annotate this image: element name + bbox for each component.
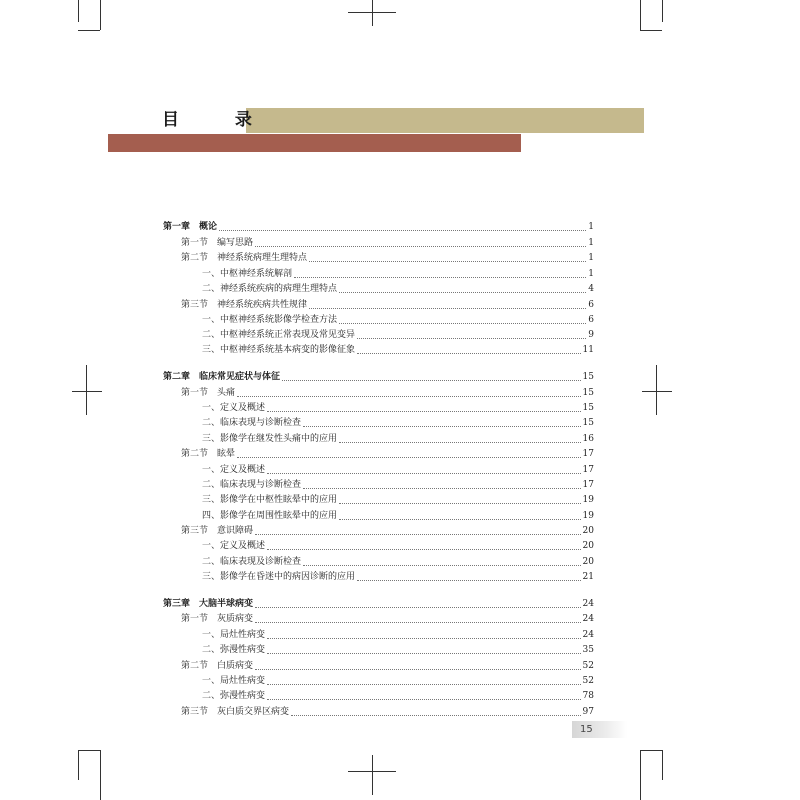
toc-entry-label: 一、定义及概述: [202, 541, 266, 551]
toc-entry-label: 二、临床表现与诊断检查: [202, 480, 302, 490]
toc-entry-page: 1: [588, 222, 594, 232]
toc-chapter[interactable]: [163, 368, 594, 383]
toc-entry-page: 17: [582, 465, 594, 475]
toc-entry-label: 一、局灶性病变: [202, 676, 266, 686]
toc-entry-label: 第一节 编写思路: [181, 238, 254, 248]
toc-entry-label: 一、中枢神经系统解剖: [202, 269, 293, 279]
toc-entry-label: 二、中枢神经系统正常表现及常见变异: [202, 330, 356, 340]
toc-leader-dots: [303, 488, 581, 489]
toc-entry-label: 第三节 灰白质交界区病变: [181, 707, 290, 717]
toc-subsection[interactable]: [163, 476, 594, 491]
toc-leader-dots: [267, 549, 581, 550]
toc-entry-label: 一、定义及概述: [202, 403, 266, 413]
toc-entry-label: 三、影像学在继发性头痛中的应用: [202, 434, 338, 444]
toc-leader-dots: [339, 503, 581, 504]
toc-subsection[interactable]: [163, 626, 594, 641]
toc-subsection[interactable]: [163, 341, 594, 356]
toc-entry-label: 第二节 白质病变: [181, 661, 254, 671]
toc-entry-label: 第二节 神经系统病理生理特点: [181, 253, 308, 263]
toc-section[interactable]: [163, 384, 594, 399]
toc-subsection[interactable]: [163, 461, 594, 476]
toc-entry-page: 15: [582, 418, 594, 428]
toc-leader-dots: [237, 457, 581, 458]
toc-leader-dots: [339, 323, 586, 324]
toc-subsection[interactable]: [163, 568, 594, 583]
toc-leader-dots: [357, 353, 581, 354]
toc-entry-page: 20: [582, 541, 594, 551]
toc-entry-label: 二、临床表现与诊断检查: [202, 418, 302, 428]
toc-subsection[interactable]: [163, 280, 594, 295]
toc-leader-dots: [339, 519, 581, 520]
toc-leader-dots: [303, 565, 581, 566]
toc-leader-dots: [291, 715, 581, 716]
toc-subsection[interactable]: [163, 537, 594, 552]
toc-entry-label: 三、中枢神经系统基本病变的影像征象: [202, 345, 356, 355]
toc-leader-dots: [267, 653, 581, 654]
toc-entry-page: 20: [582, 526, 594, 536]
page-number: 15: [580, 724, 593, 735]
toc-entry-page: 78: [582, 691, 594, 701]
toc-section[interactable]: [163, 703, 594, 718]
toc-leader-dots: [267, 473, 581, 474]
toc-entry-label: 二、神经系统疾病的病理生理特点: [202, 284, 338, 294]
toc-entry-page: 52: [582, 676, 594, 686]
toc-chapter[interactable]: [163, 595, 594, 610]
toc-entry-label: 二、弥漫性病变: [202, 645, 266, 655]
toc-subsection[interactable]: [163, 507, 594, 522]
toc-entry-page: 11: [582, 345, 594, 355]
toc-section[interactable]: [163, 296, 594, 311]
toc-entry-label: 第二节 眩晕: [181, 449, 236, 459]
toc-leader-dots: [339, 292, 586, 293]
toc-leader-dots: [255, 622, 581, 623]
toc-subsection[interactable]: [163, 399, 594, 414]
toc-entry-label: 第一节 灰质病变: [181, 614, 254, 624]
toc-entry-label: 二、临床表现及诊断检查: [202, 557, 302, 567]
toc-subsection[interactable]: [163, 414, 594, 429]
toc-entry-label: 第一章 概论: [163, 222, 218, 232]
toc-leader-dots: [303, 426, 581, 427]
toc-leader-dots: [357, 338, 586, 339]
toc-subsection[interactable]: [163, 311, 594, 326]
page-title: 目 录: [162, 110, 277, 130]
toc-leader-dots: [237, 396, 581, 397]
toc-leader-dots: [255, 669, 581, 670]
toc-leader-dots: [219, 230, 586, 231]
toc-leader-dots: [267, 411, 581, 412]
toc-section[interactable]: [163, 522, 594, 537]
toc-subsection[interactable]: [163, 265, 594, 280]
toc-entry-page: 4: [588, 284, 594, 294]
toc-chapter[interactable]: [163, 218, 594, 233]
toc-entry-page: 24: [582, 599, 594, 609]
toc-section[interactable]: [163, 445, 594, 460]
toc-entry-label: 二、弥漫性病变: [202, 691, 266, 701]
toc-entry-page: 1: [588, 269, 594, 279]
toc-leader-dots: [267, 638, 581, 639]
toc-entry-page: 15: [582, 388, 594, 398]
toc-entry-page: 24: [582, 630, 594, 640]
toc-entry-page: 52: [582, 661, 594, 671]
toc-leader-dots: [309, 308, 586, 309]
toc-entry-page: 17: [582, 480, 594, 490]
toc-entry-label: 三、影像学在中枢性眩晕中的应用: [202, 495, 338, 505]
toc-leader-dots: [267, 684, 581, 685]
toc-subsection[interactable]: [163, 326, 594, 341]
toc-entry-label: 三、影像学在昏迷中的病因诊断的应用: [202, 572, 356, 582]
toc-section[interactable]: [163, 610, 594, 625]
toc-entry-page: 15: [582, 372, 594, 382]
toc-entry-page: 20: [582, 557, 594, 567]
toc-entry-label: 第三节 意识障碍: [181, 526, 254, 536]
toc-entry-page: 35: [582, 645, 594, 655]
toc-leader-dots: [339, 442, 581, 443]
toc-entry-page: 1: [588, 238, 594, 248]
toc-entry-page: 17: [582, 449, 594, 459]
toc-entry-label: 一、定义及概述: [202, 465, 266, 475]
toc-entry-label: 一、局灶性病变: [202, 630, 266, 640]
toc-entry-page: 19: [582, 495, 594, 505]
toc-section[interactable]: [163, 657, 594, 672]
toc-entry-page: 19: [582, 511, 594, 521]
toc-leader-dots: [294, 277, 586, 278]
toc-leader-dots: [357, 580, 581, 581]
toc-entry-page: 97: [582, 707, 594, 717]
toc-entry-page: 1: [588, 253, 594, 263]
toc-entry-label: 第二章 临床常见症状与体征: [163, 372, 281, 382]
toc-entry-page: 9: [588, 330, 594, 340]
toc-leader-dots: [255, 534, 581, 535]
toc-entry-label: 第三节 神经系统疾病共性规律: [181, 300, 308, 310]
toc-entry-label: 四、影像学在周围性眩晕中的应用: [202, 511, 338, 521]
toc-leader-dots: [255, 246, 586, 247]
toc-subsection[interactable]: [163, 687, 594, 702]
toc-leader-dots: [255, 607, 581, 608]
toc-entry-label: 第一节 头痛: [181, 388, 236, 398]
toc-subsection[interactable]: [163, 553, 594, 568]
toc-subsection[interactable]: [163, 430, 594, 445]
toc-entry-page: 21: [582, 572, 594, 582]
toc-entry-page: 15: [582, 403, 594, 413]
toc-entry-page: 6: [588, 315, 594, 325]
toc-section[interactable]: [163, 234, 594, 249]
toc-entry-page: 16: [582, 434, 594, 444]
toc-leader-dots: [267, 699, 581, 700]
toc-entry-label: 一、中枢神经系统影像学检查方法: [202, 315, 338, 325]
toc-section[interactable]: [163, 249, 594, 264]
toc-subsection[interactable]: [163, 491, 594, 506]
toc-subsection[interactable]: [163, 672, 594, 687]
toc-entry-page: 6: [588, 300, 594, 310]
toc-leader-dots: [309, 261, 586, 262]
toc-leader-dots: [282, 380, 581, 381]
toc-entry-label: 第三章 大脑半球病变: [163, 599, 254, 609]
toc-entry-page: 24: [582, 614, 594, 624]
toc-subsection[interactable]: [163, 641, 594, 656]
